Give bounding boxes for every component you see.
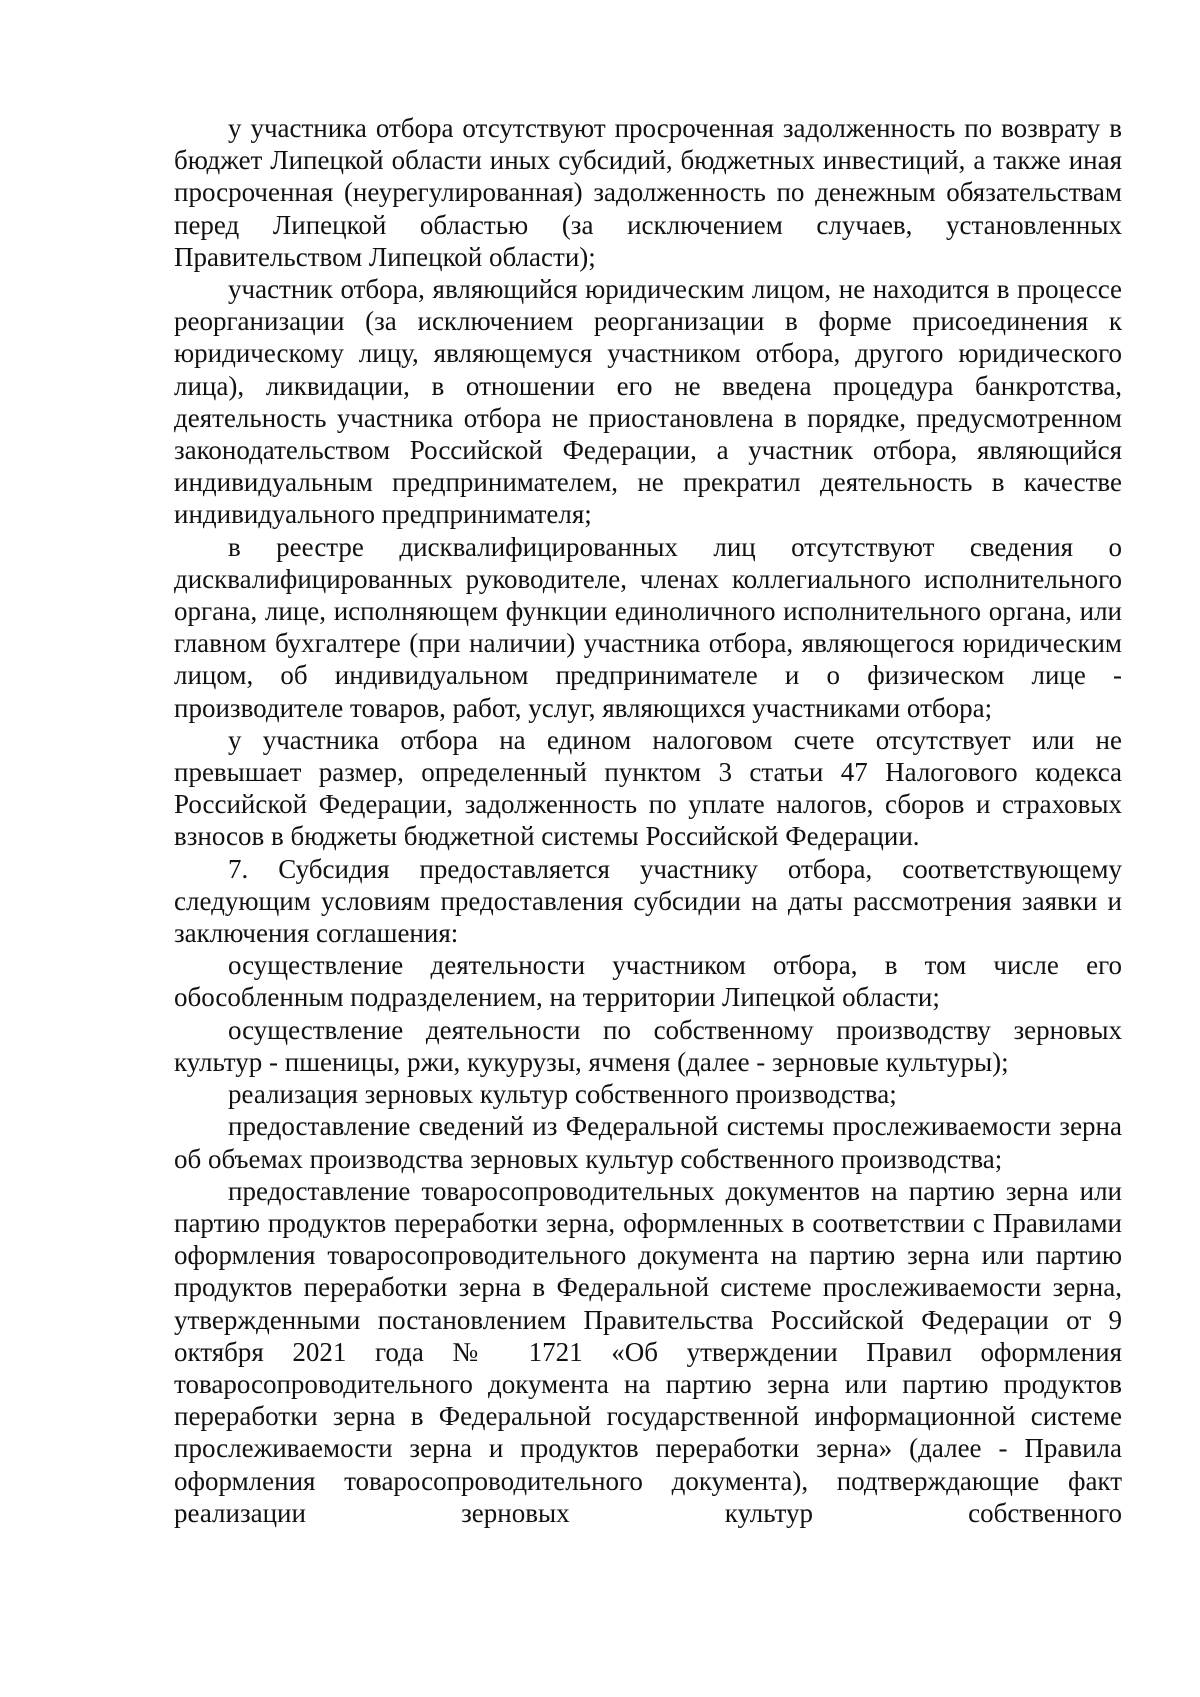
paragraph-not-in-reorganization: участник отбора, являющийся юридическим лицом, не находится в процессе реорганизации (за исключением реорганизации в форме присоединения к юридическому лицу, являющемуся участником отбора, другого юридического лица), ликвидации, в отношении его не введена процедура банкротства, деятельность участника отбора не приостановлена в порядке, предусмотренном законодательством Российской Федерации, а участник отбора, являющийся индивидуальным предпринимателем, не прекратил деятельность в качестве индивидуального предпринимателя;: [174, 274, 1122, 530]
paragraph-traceability-info: предоставление сведений из Федеральной системы прослеживаемости зерна об объемах производства зерновых культур собственного производства;: [174, 1111, 1122, 1174]
paragraph-grain-sales: реализация зерновых культур собственного производства;: [228, 1079, 897, 1110]
paragraph-item-7-subsidy-conditions: 7. Субсидия предоставляется участнику отбора, соответствующему следующим условиям предоставления субсидии на даты рассмотрения заявки и заключения соглашения:: [174, 853, 1122, 949]
paragraph-activity-in-region: осуществление деятельности участником отбора, в том числе его обособленным подразделением, на территории Липецкой области;: [174, 950, 1122, 1013]
paragraph-grain-production: осуществление деятельности по собственному производству зерновых культур - пшеницы, ржи, кукурузы, ячменя (далее - зерновые культуры);: [174, 1014, 1122, 1077]
paragraph-disqualified-persons-registry: в реестре дисквалифицированных лиц отсутствуют сведения о дисквалифицированных руководителе, членах коллегиального исполнительного органа, лице, исполняющем функции единоличного исполнительного органа, или главном бухгалтере (при наличии) участника отбора, являющегося юридическим лицом, об индивидуальном предпринимателе и о физическом лице - производителе товаров, работ, услуг, являющихся участниками отбора;: [174, 531, 1122, 723]
paragraph-shipping-documents: предоставление товаросопроводительных документов на партию зерна или партию продуктов переработки зерна, оформленных в соответствии с Правилами оформления товаросопроводительного документа на партию зерна или партию продуктов переработки зерна в Федеральной системе прослеживаемости зерна, утвержденными постановлением Правительства Российской Федерации от 9 октября 2021 года № 1721 «Об утверждении Правил оформления товаросопроводительного документа на партию зерна или партию продуктов переработки зерна в Федеральной государственной информационной системе прослеживаемости зерна и продуктов переработки зерна» (далее - Правила оформления товаросопроводительного документа), подтверждающие факт реализации зерновых культур собственного: [174, 1175, 1122, 1528]
paragraph-no-overdue-debt: у участника отбора отсутствуют просроченная задолженность по возврату в бюджет Липецкой области иных субсидий, бюджетных инвестиций, а также иная просроченная (неурегулированная) задолженность по денежным обязательствам перед Липецкой областью (за исключением случаев, установленных Правительством Липецкой области);: [174, 113, 1122, 272]
document-page: [174, 112, 1122, 1529]
paragraph-tax-account-debt: у участника отбора на едином налоговом счете отсутствует или не превышает размер, определенный пунктом 3 статьи 47 Налогового кодекса Российской Федерации, задолженность по уплате налогов, сборов и страховых взносов в бюджеты бюджетной системы Российской Федерации.: [174, 724, 1122, 852]
